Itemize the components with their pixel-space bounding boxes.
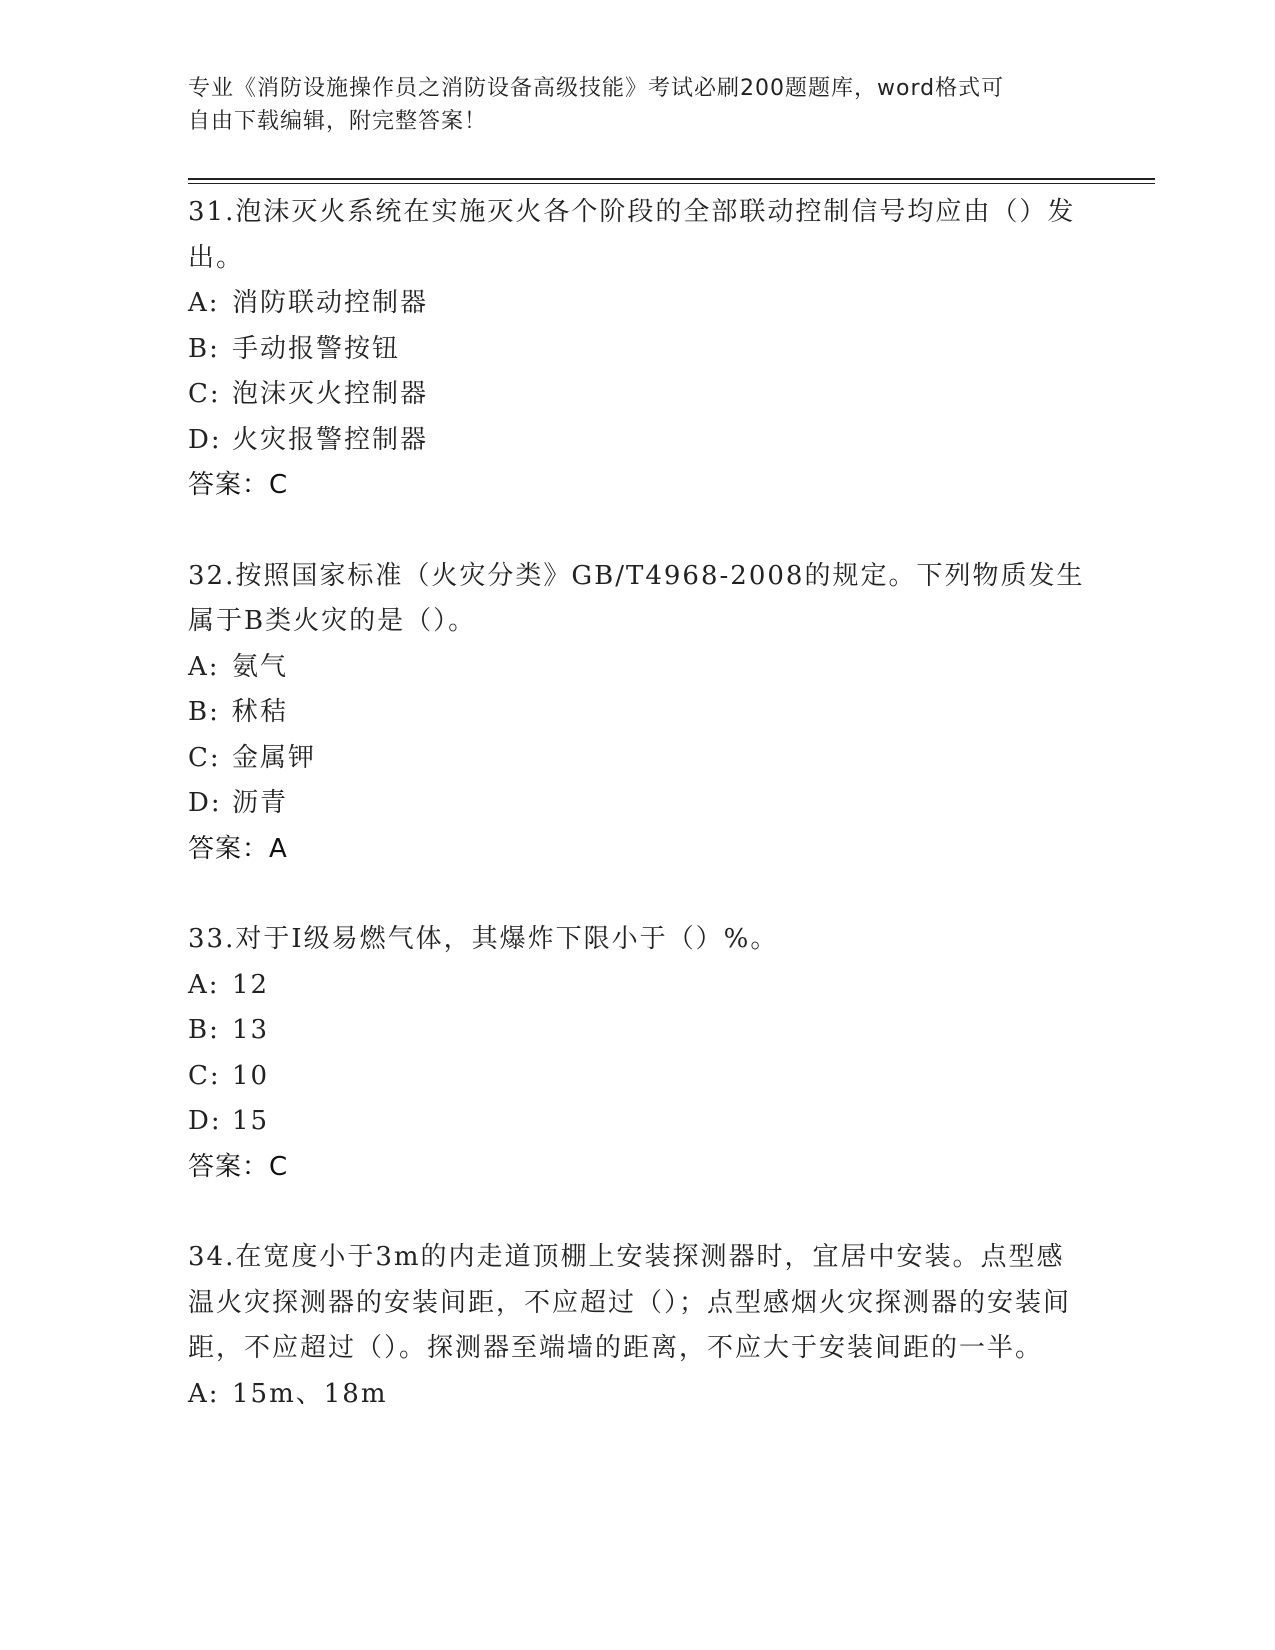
- question-text: 32.按照国家标准（火灾分类》GB/T4968-2008的规定。下列物质发生属于B类火灾的是（）。: [188, 560, 1085, 636]
- option-text: 10: [232, 1060, 270, 1091]
- header-divider-thin: [188, 183, 1155, 184]
- option-letter: A:: [188, 1378, 220, 1409]
- option-letter: C:: [188, 379, 221, 409]
- document-header: [188, 72, 1088, 138]
- option-c: [188, 736, 1088, 782]
- option-text: 12: [232, 969, 270, 1000]
- option-text: 13: [232, 1015, 270, 1045]
- answer-line: 答案：A: [188, 833, 288, 864]
- option-d: [188, 781, 1088, 827]
- option-text: 15: [232, 1106, 270, 1136]
- option-c: [188, 1054, 1088, 1100]
- header-line-1: 专业《消防设施操作员之消防设备高级技能》考试必刷200题题库，word格式可: [188, 76, 1005, 101]
- question-text: 34.在宽度小于3m的内走道顶棚上安装探测器时，宜居中安装。点型感温火灾探测器的安装间距，不应超过（）；点型感烟火灾探测器的安装间距，不应超过（）。探测器至端墙的距离，不应大于安装间距的一半。: [188, 1242, 1072, 1363]
- option-letter: D:: [188, 1106, 222, 1136]
- option-letter: D:: [188, 788, 222, 818]
- question-spacer: [188, 1190, 1088, 1235]
- option-text: 秫秸: [232, 697, 289, 727]
- answer-line: 答案：C: [188, 470, 289, 500]
- question-list: [188, 190, 1088, 1417]
- question-text: 31.泡沫灭火系统在实施灭火各个阶段的全部联动控制信号均应由（）发出。: [188, 197, 1076, 273]
- option-d: [188, 418, 1088, 464]
- question-spacer: [188, 872, 1088, 917]
- option-c: [188, 372, 1088, 418]
- option-text: 手动报警按钮: [232, 333, 401, 364]
- option-text: 氨气: [232, 651, 289, 682]
- option-letter: D:: [188, 424, 222, 455]
- option-text: 火灾报警控制器: [232, 424, 429, 455]
- option-letter: A:: [188, 651, 220, 682]
- option-b: [188, 327, 1088, 373]
- question-31: [188, 190, 1088, 509]
- option-letter: C:: [188, 742, 221, 773]
- option-letter: B:: [188, 697, 220, 727]
- question-33: [188, 917, 1088, 1190]
- option-text: 沥青: [232, 788, 289, 818]
- option-letter: A:: [188, 969, 220, 1000]
- option-a: [188, 1372, 1088, 1418]
- option-text: 金属钾: [232, 742, 317, 773]
- option-text: 泡沫灭火控制器: [232, 379, 429, 409]
- option-a: [188, 645, 1088, 691]
- question-text: 33.对于Ⅰ级易燃气体，其爆炸下限小于（）%。: [188, 924, 779, 954]
- option-text: 消防联动控制器: [232, 288, 429, 318]
- option-b: [188, 690, 1088, 736]
- option-d: [188, 1099, 1088, 1145]
- option-a: [188, 963, 1088, 1009]
- option-letter: A:: [188, 288, 220, 318]
- option-letter: B:: [188, 1015, 220, 1045]
- option-letter: C:: [188, 1060, 221, 1091]
- question-34: [188, 1235, 1088, 1417]
- header-line-2: 自由下载编辑，附完整答案！: [188, 109, 488, 134]
- option-letter: B:: [188, 333, 220, 364]
- question-32: [188, 554, 1088, 873]
- option-text: 15m、18m: [232, 1378, 388, 1409]
- header-divider: [188, 178, 1155, 180]
- answer-line: 答案：C: [188, 1151, 289, 1182]
- option-a: [188, 281, 1088, 327]
- option-b: [188, 1008, 1088, 1054]
- question-spacer: [188, 509, 1088, 554]
